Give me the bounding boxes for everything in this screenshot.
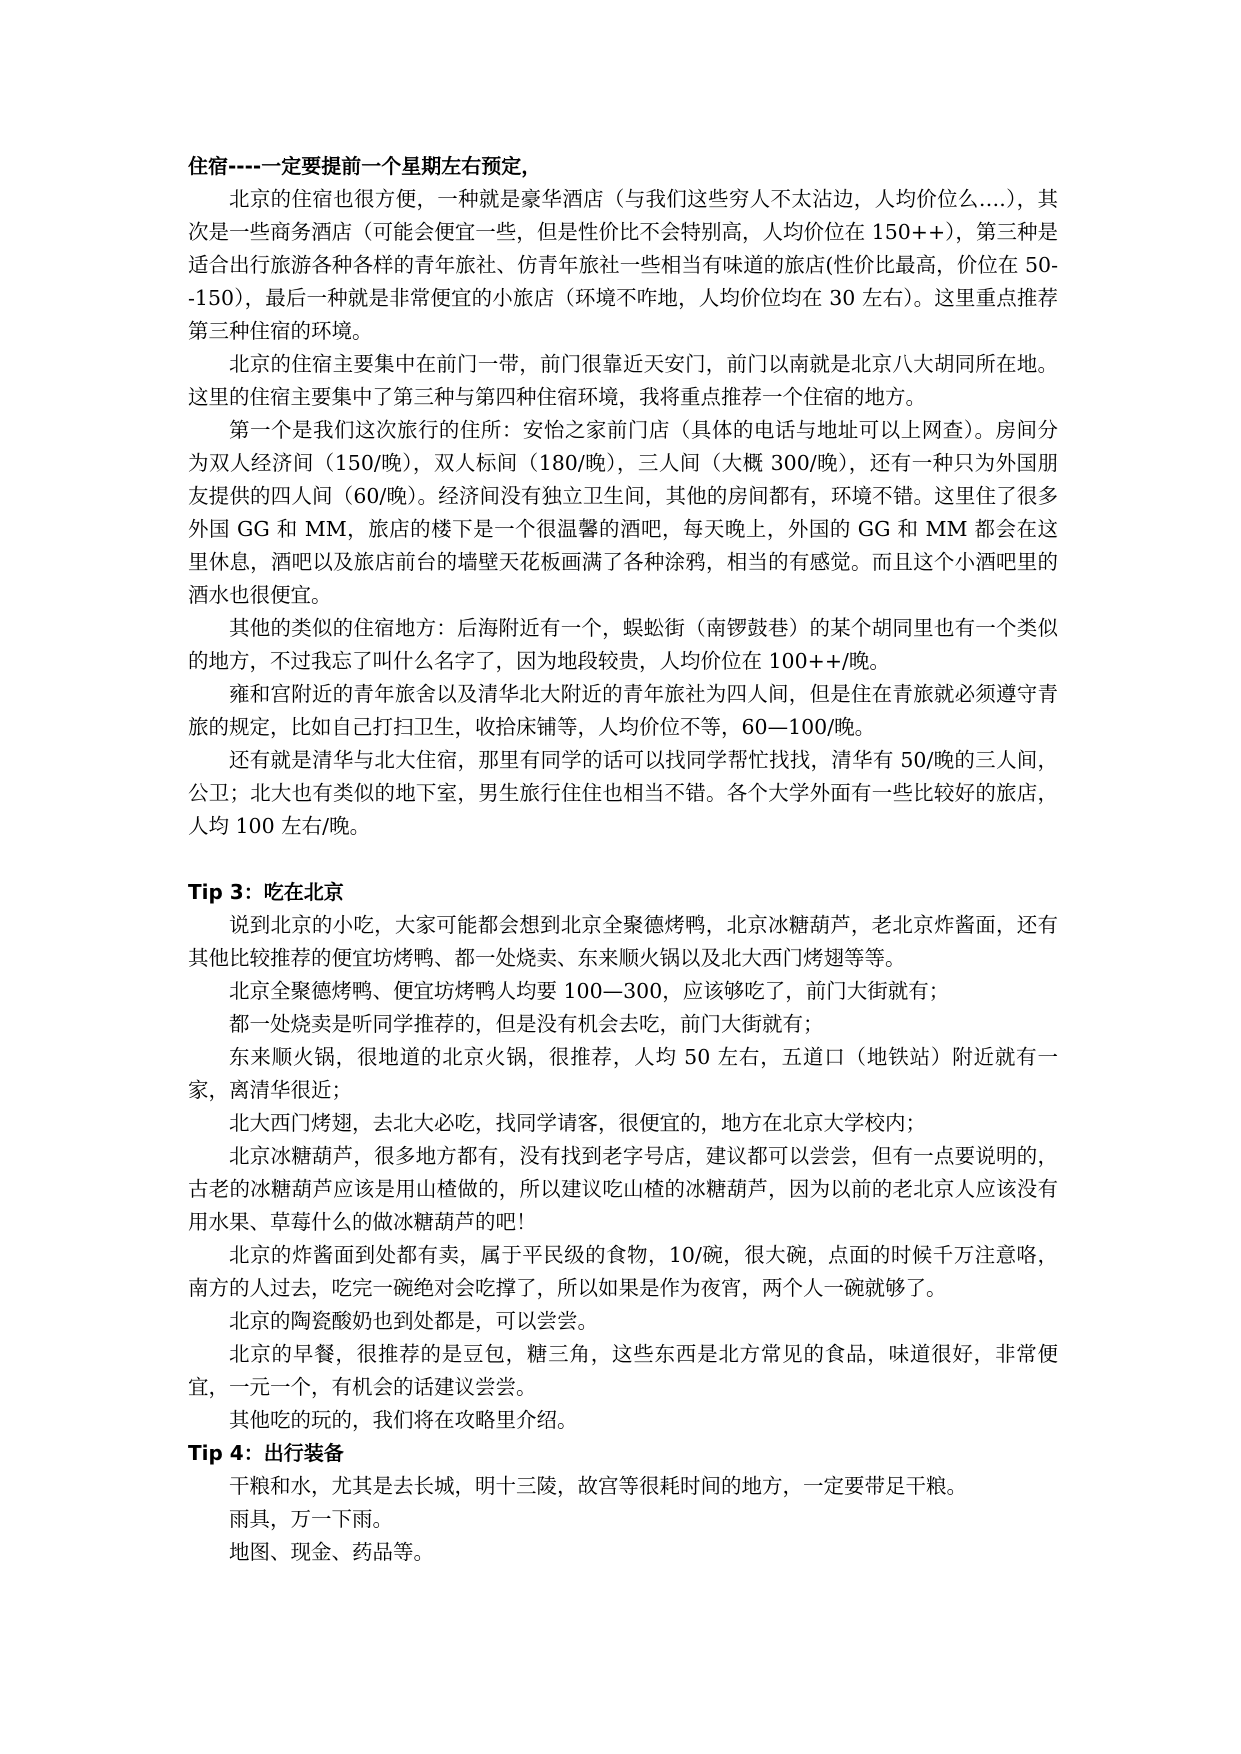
food-paragraph: 北京冰糖葫芦，很多地方都有，没有找到老字号店，建议都可以尝尝，但有一点要说明的，古老的冰糖葫芦应该是用山楂做的，所以建议吃山楂的冰糖葫芦，因为以前的老北京人应该没有用水果、草莓什么的做冰糖葫芦的吧！ — [188, 1144, 1058, 1234]
food-paragraph: 北大西门烤翅，去北大必吃，找同学请客，很便宜的，地方在北京大学校内； — [229, 1111, 926, 1135]
food-paragraph: 说到北京的小吃，大家可能都会想到北京全聚德烤鸭，北京冰糖葫芦，老北京炸酱面，还有其他比较推荐的便宜坊烤鸭、都一处烧卖、东来顺火锅以及北大西门烤翅等等。 — [188, 913, 1058, 970]
lodging-paragraph: 第一个是我们这次旅行的住所：安怡之家前门店（具体的电话与地址可以上网查）。房间分为双人经济间（150/晚），双人标间（180/晚），三人间（大概 300/晚），还有一种只为外国朋友提供的四人间（60/晚）。经济间没有独立卫生间，其他的房间都有，环境不错。这里住了很多外国 GG 和 MM，旅店的楼下是一个很温馨的酒吧，每天晚上，外国的 GG 和 MM 都会在这里休息，酒吧以及旅店前台的墙壁天花板画满了各种涂鸦，相当的有感觉。而且这个小酒吧里的酒水也很便宜。 — [188, 418, 1058, 607]
lodging-paragraph: 北京的住宿主要集中在前门一带，前门很靠近天安门，前门以南就是北京八大胡同所在地。这里的住宿主要集中了第三种与第四种住宿环境，我将重点推荐一个住宿的地方。 — [188, 352, 1058, 409]
document-body — [188, 150, 1058, 1569]
food-paragraph: 北京的陶瓷酸奶也到处都是，可以尝尝。 — [229, 1309, 598, 1333]
lodging-paragraph: 北京的住宿也很方便，一种就是豪华酒店（与我们这些穷人不太沾边，人均价位么….），其次是一些商务酒店（可能会便宜一些，但是性价比不会特别高，人均价位在 150++），第三种是适合出行旅游各种各样的青年旅社、仿青年旅社一些相当有味道的旅店(性价比最高，价位在 50--150），最后一种就是非常便宜的小旅店（环境不咋地，人均价位均在 30 左右）。这里重点推荐第三种住宿的环境。 — [188, 187, 1058, 343]
lodging-heading: 住宿----一定要提前一个星期左右预定， — [188, 154, 542, 178]
gear-heading: Tip 4：出行装备 — [188, 1441, 344, 1465]
food-paragraph: 其他吃的玩的，我们将在攻略里介绍。 — [229, 1408, 578, 1432]
lodging-paragraph: 其他的类似的住宿地方：后海附近有一个，蜈蚣街（南锣鼓巷）的某个胡同里也有一个类似的地方，不过我忘了叫什么名字了，因为地段较贵，人均价位在 100++/晚。 — [188, 616, 1058, 673]
gear-paragraph: 雨具，万一下雨。 — [229, 1507, 393, 1531]
food-paragraph: 北京的炸酱面到处都有卖，属于平民级的食物，10/碗，很大碗，点面的时候千万注意咯，南方的人过去，吃完一碗绝对会吃撑了，所以如果是作为夜宵，两个人一碗就够了。 — [188, 1243, 1058, 1300]
section-spacer — [188, 843, 1058, 876]
food-heading: Tip 3：吃在北京 — [188, 880, 344, 904]
lodging-paragraph: 还有就是清华与北大住宿，那里有同学的话可以找同学帮忙找找，清华有 50/晚的三人间，公卫；北大也有类似的地下室，男生旅行住住也相当不错。各个大学外面有一些比较好的旅店，人均 100 左右/晚。 — [188, 748, 1058, 838]
gear-paragraph: 干粮和水，尤其是去长城，明十三陵，故宫等很耗时间的地方，一定要带足干粮。 — [229, 1474, 967, 1498]
food-paragraph: 都一处烧卖是听同学推荐的，但是没有机会去吃，前门大街就有； — [229, 1012, 824, 1036]
food-paragraph: 北京的早餐，很推荐的是豆包，糖三角，这些东西是北方常见的食品，味道很好，非常便宜，一元一个，有机会的话建议尝尝。 — [188, 1342, 1058, 1399]
gear-paragraph: 地图、现金、药品等。 — [229, 1540, 434, 1564]
lodging-paragraph: 雍和宫附近的青年旅舍以及清华北大附近的青年旅社为四人间，但是住在青旅就必须遵守青旅的规定，比如自己打扫卫生，收拾床铺等，人均价位不等，60—100/晚。 — [188, 682, 1058, 739]
food-paragraph: 北京全聚德烤鸭、便宜坊烤鸭人均要 100—300，应该够吃了，前门大街就有； — [229, 979, 950, 1003]
food-paragraph: 东来顺火锅，很地道的北京火锅，很推荐，人均 50 左右，五道口（地铁站）附近就有一家，离清华很近； — [188, 1045, 1058, 1102]
